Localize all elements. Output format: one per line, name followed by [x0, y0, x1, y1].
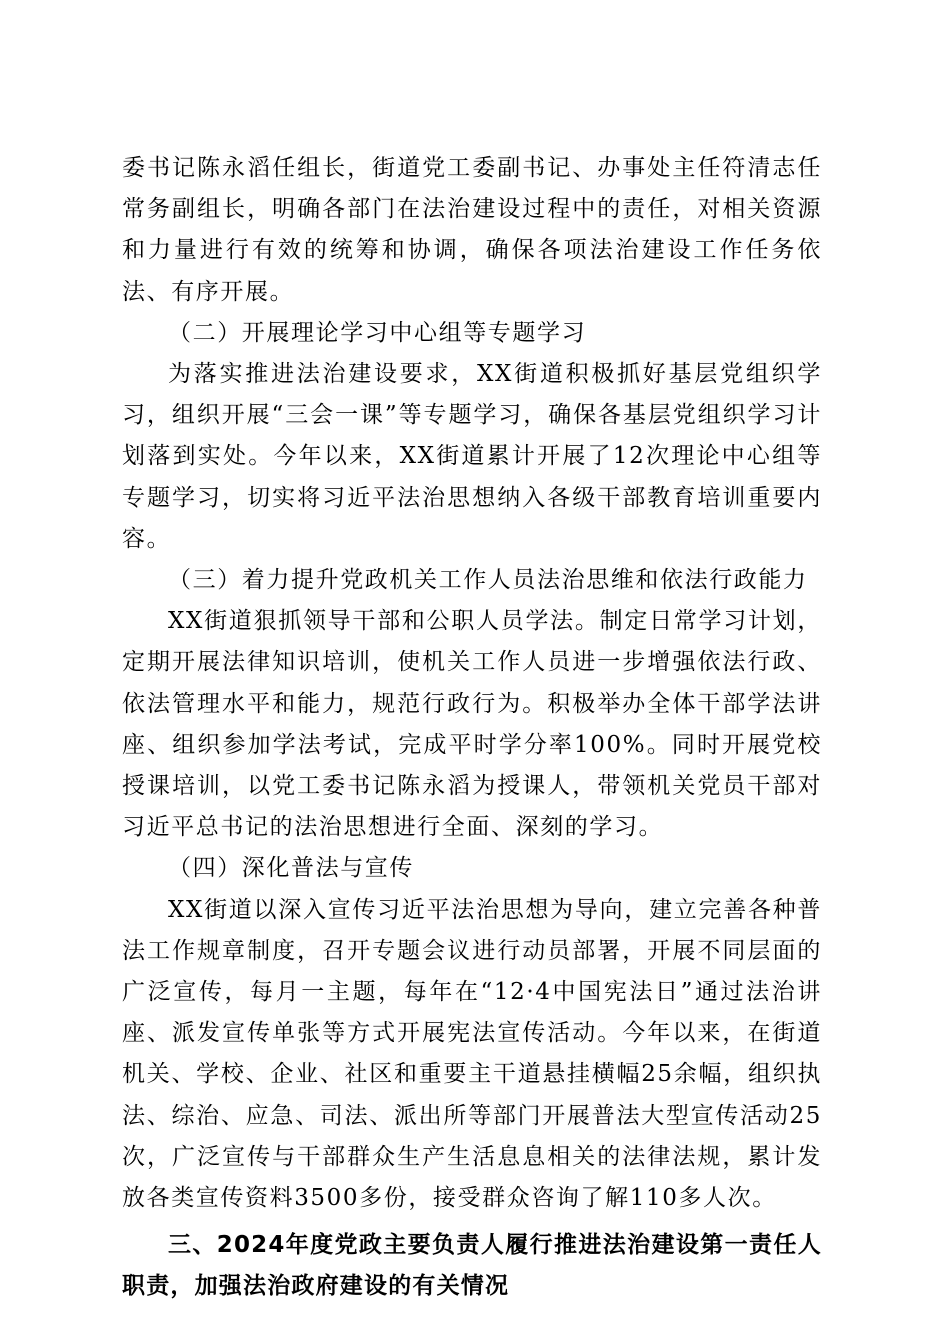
document-body — [122, 148, 822, 1308]
subheading-law-publicity: （四）深化普法与宣传 — [168, 855, 414, 882]
subheading-legal-thinking: （三）着力提升党政机关工作人员法治思维和依法行政能力 — [168, 567, 808, 594]
section-heading-three: 三、2024年度党政主要负责人履行推进法治建设第一责任人职责，加强法治政府建设的有关情况 — [122, 1232, 822, 1300]
paragraph-legal-thinking: XX街道狠抓领导干部和公职人员学法。制定日常学习计划，定期开展法律知识培训，使机关工作人员进一步增强依法行政、依法管理水平和能力，规范行政行为。积极举办全体干部学法讲座、组织参加学法考试，完成平时学分率100%。同时开展党校授课培训，以党工委书记陈永滔为授课人，带领机关党员干部对习近平总书记的法治思想进行全面、深刻的学习。 — [122, 608, 822, 841]
subheading-theory-study: （二）开展理论学习中心组等专题学习 — [168, 319, 587, 346]
paragraph-theory-study: 为落实推进法治建设要求，XX街道积极抓好基层党组织学习，组织开展“三会一课”等专题学习，确保各基层党组织学习计划落到实处。今年以来，XX街道累计开展了12次理论中心组等专题学习，切实将习近平法治思想纳入各级干部教育培训重要内容。 — [122, 361, 822, 552]
paragraph-leading-group: 委书记陈永滔任组长，街道党工委副书记、办事处主任符清志任常务副组长，明确各部门在法治建设过程中的责任，对相关资源和力量进行有效的统筹和协调，确保各项法治建设工作任务依法、有序开展。 — [122, 155, 822, 305]
paragraph-law-publicity: XX街道以深入宣传习近平法治思想为导向，建立完善各种普法工作规章制度，召开专题会议进行动员部署，开展不同层面的广泛宣传，每月一主题，每年在“12·4中国宪法日”通过法治讲座、派发宣传单张等方式开展宪法宣传活动。今年以来，在街道机关、学校、企业、社区和重要主干道悬挂横幅25余幅，组织执法、综治、应急、司法、派出所等部门开展普法大型宣传活动25次，广泛宣传与干部群众生产生活息息相关的法律法规，累计发放各类宣传资料3500多份，接受群众咨询了解110多人次。 — [122, 896, 822, 1212]
